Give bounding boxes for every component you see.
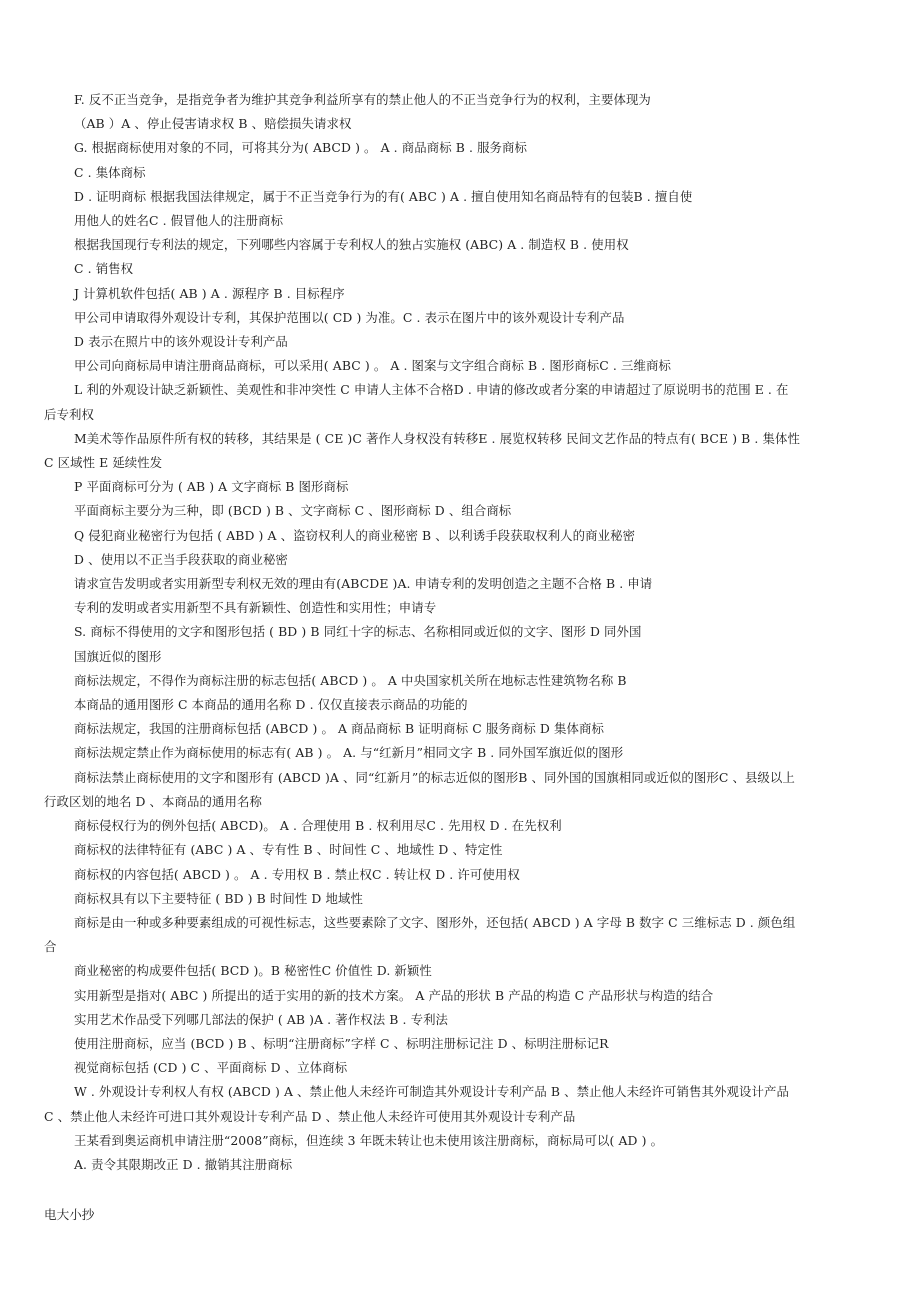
- text-line: C . 销售权: [74, 261, 134, 277]
- text-line: M美术等作品原件所有权的转移，其结果是 ( CE )C 著作人身权没有转移E . 展览权转移 民间文艺作品的特点有( BCE ) B . 集体性: [74, 430, 800, 446]
- text-line: 国旗近似的图形: [74, 648, 162, 664]
- text-line: 行政区划的地名 D 、本商品的通用名称: [44, 793, 262, 809]
- text-line: C 区域性 E 延续性发: [44, 455, 163, 471]
- text-line: 商标法规定禁止作为商标使用的标志有( AB ) 。 A. 与“红新月”相同文字 B . 同外国军旗近似的图形: [74, 745, 624, 761]
- text-line: 用他人的姓名C . 假冒他人的注册商标: [74, 213, 284, 229]
- text-line: 王某看到奥运商机申请注册“2008”商标，但连续 3 年既未转让也未使用该注册商标，商标局可以( AD ) 。: [74, 1132, 664, 1148]
- text-line: A. 责令其限期改正 D . 撤销其注册商标: [74, 1156, 293, 1172]
- text-line: 合: [44, 939, 57, 955]
- text-line: Q 侵犯商业秘密行为包括 ( ABD ) A 、盗窃权利人的商业秘密 B 、以利诱手段获取权利人的商业秘密: [74, 527, 636, 543]
- text-line: J 计算机软件包括( AB ) A . 源程序 B . 目标程序: [74, 285, 345, 301]
- text-line: 商标权的内容包括( ABCD ) 。 A . 专用权 B . 禁止权C . 转让权 D . 许可使用权: [74, 866, 520, 882]
- text-line: 商标是由一种或多种要素组成的可视性标志，这些要素除了文字、图形外，还包括( ABCD ) A 字母 B 数字 C 三维标志 D . 颜色组: [74, 914, 796, 930]
- text-line: 实用艺术作品受下列哪几部法的保护 ( AB )A . 著作权法 B . 专利法: [74, 1011, 449, 1027]
- text-line: 商业秘密的构成要件包括( BCD )。B 秘密性C 价值性 D. 新颖性: [74, 963, 432, 979]
- text-line: D . 证明商标 根据我国法律规定，属于不正当竞争行为的有( ABC ) A . 擅自使用知名商品特有的包装B . 擅自使: [74, 188, 693, 204]
- text-line: G. 根据商标使用对象的不同，可将其分为( ABCD ) 。 A . 商品商标 B . 服务商标: [74, 140, 528, 156]
- text-line: C 、禁止他人未经许可进口其外观设计专利产品 D 、禁止他人未经许可使用其外观设计专利产品: [44, 1108, 576, 1124]
- text-line: 本商品的通用图形 C 本商品的通用名称 D . 仅仅直接表示商品的功能的: [74, 697, 468, 713]
- text-line: 甲公司申请取得外观设计专利，其保护范围以( CD ) 为准。C . 表示在图片中的该外观设计专利产品: [74, 309, 625, 325]
- text-line: 视觉商标包括 (CD ) C 、平面商标 D 、立体商标: [74, 1060, 348, 1076]
- document-body: [44, 88, 886, 1177]
- text-line: L 利的外观设计缺乏新颖性、美观性和非冲突性 C 申请人主体不合格D . 申请的修改或者分案的申请超过了原说明书的范围 E . 在: [74, 382, 789, 398]
- footer-label: 电大小抄: [44, 1207, 95, 1222]
- text-line: W . 外观设计专利权人有权 (ABCD ) A 、禁止他人未经许可制造其外观设计专利产品 B 、禁止他人未经许可销售其外观设计产品: [74, 1084, 789, 1100]
- text-line: 专利的发明或者实用新型不具有新颖性、创造性和实用性；申请专: [74, 600, 437, 616]
- text-line: 商标法规定，不得作为商标注册的标志包括( ABCD ) 。 A 中央国家机关所在地标志性建筑物名称 B: [74, 672, 627, 688]
- text-line: D 表示在照片中的该外观设计专利产品: [74, 334, 288, 350]
- text-line: F. 反不正当竞争，是指竞争者为维护其竞争利益所享有的禁止他人的不正当竞争行为的权利，主要体现为: [74, 92, 651, 107]
- text-line: 商标法禁止商标使用的文字和图形有 (ABCD )A 、同“红新月”的标志近似的图形B 、同外国的国旗相同或近似的图形C 、县级以上: [74, 769, 795, 785]
- text-line: 实用新型是指对( ABC ) 所提出的适于实用的新的技术方案。 A 产品的形状 B 产品的构造 C 产品形状与构造的结合: [74, 987, 714, 1003]
- text-line: 根据我国现行专利法的规定，下列哪些内容属于专利权人的独占实施权 (ABC) A . 制造权 B . 使用权: [74, 237, 629, 253]
- text-line: C . 集体商标: [74, 164, 146, 180]
- text-line: 平面商标主要分为三种，即 (BCD ) B 、文字商标 C 、图形商标 D 、组合商标: [74, 503, 512, 519]
- text-line: D 、使用以不正当手段获取的商业秘密: [74, 551, 288, 567]
- text-line: 商标法规定，我国的注册商标包括 (ABCD ) 。 A 商品商标 B 证明商标 C 服务商标 D 集体商标: [74, 721, 604, 737]
- text-line: 商标侵权行为的例外包括( ABCD)。 A . 合理使用 B . 权利用尽C . 先用权 D . 在先权利: [74, 818, 562, 834]
- text-line: P 平面商标可分为 ( AB ) A 文字商标 B 图形商标: [74, 479, 349, 495]
- text-line: S. 商标不得使用的文字和图形包括 ( BD ) B 同红十字的标志、名称相同或近似的文字、图形 D 同外国: [74, 624, 642, 640]
- text-line: 甲公司向商标局申请注册商品商标，可以采用( ABC ) 。 A . 图案与文字组合商标 B . 图形商标C . 三维商标: [74, 358, 671, 374]
- text-line: 请求宣告发明或者实用新型专利权无效的理由有(ABCDE )A. 申请专利的发明创造之主题不合格 B . 申请: [74, 576, 653, 592]
- text-line: 商标权具有以下主要特征 ( BD ) B 时间性 D 地域性: [74, 890, 363, 906]
- text-line: 商标权的法律特征有 (ABC ) A 、专有性 B 、时间性 C 、地域性 D 、特定性: [74, 842, 503, 858]
- text-line: 后专利权: [44, 406, 94, 422]
- text-line: （AB ）A 、停止侵害请求权 B 、赔偿损失请求权: [74, 116, 352, 132]
- text-line: 使用注册商标，应当 (BCD ) B 、标明“注册商标”字样 C 、标明注册标记注 D 、标明注册标记R: [74, 1035, 609, 1051]
